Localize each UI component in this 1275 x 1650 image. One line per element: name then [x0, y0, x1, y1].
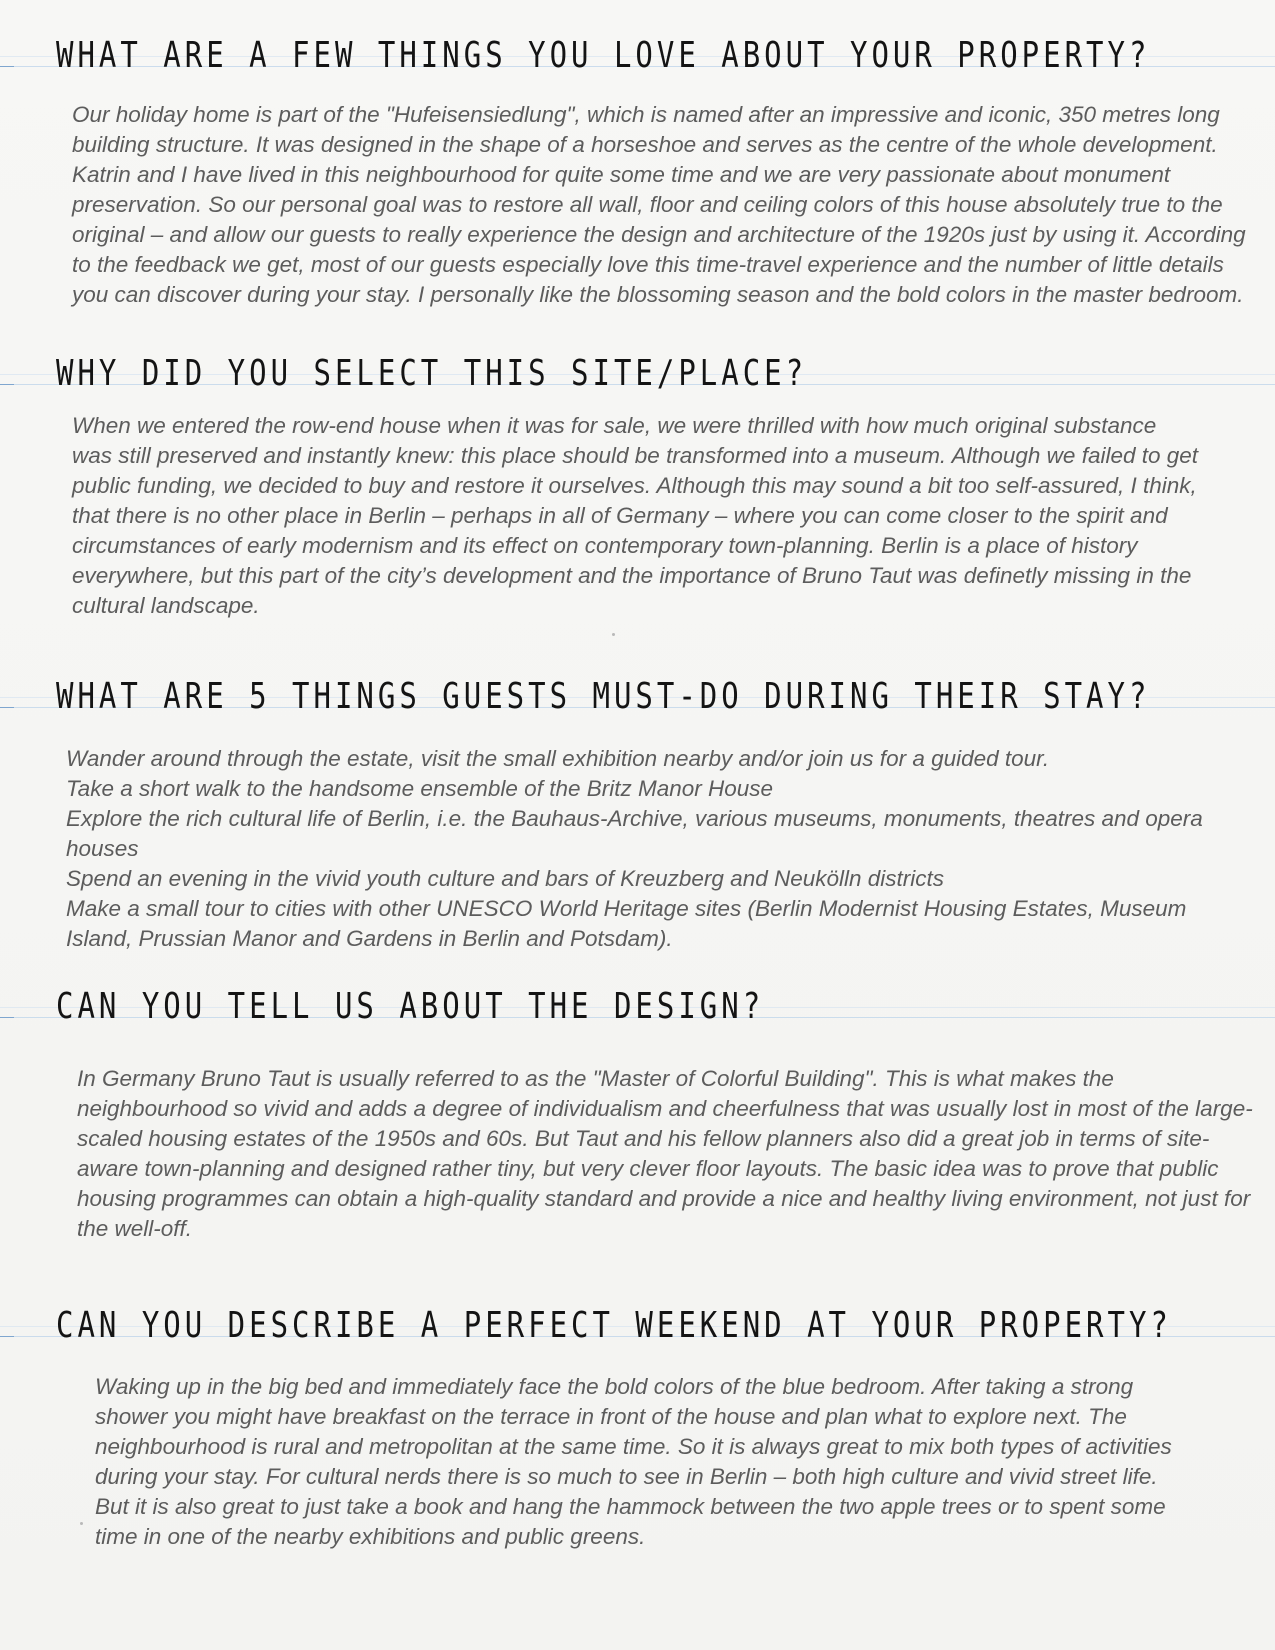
- paper-speck: [80, 1522, 83, 1525]
- must-do-list: [66, 744, 1236, 954]
- list-item: Wander around through the estate, visit the small exhibition nearby and/or join us for a guided tour.: [66, 746, 1050, 771]
- answer-select-site: When we entered the row-end house when it was for sale, we were thrilled with how much original substance was still preserved and instantly knew: this place should be transformed into a museum. Although we failed to get public funding, we decided to buy and restore it ourselves. Although this may sound a bit too self-assured, I think, that there is no other place in Berlin – perhaps in all of Germany – where you can come closer to the spirit and circumstances of early modernism and its effect on contemporary town-planning. Berlin is a place of history everywhere, but this part of the city’s development and the importance of Bruno Taut was definetly missing in the cultural landscape.: [72, 413, 1199, 618]
- list-item: Explore the rich cultural life of Berlin, i.e. the Bauhaus-Archive, various museums, monuments, theatres and opera houses: [66, 806, 1203, 861]
- list-item: Spend an evening in the vivid youth culture and bars of Kreuzberg and Neukölln districts: [66, 866, 945, 891]
- list-item: Make a small tour to cities with other UNESCO World Heritage sites (Berlin Modernist Housing Estates, Museum Island, Prussian Manor and Gardens in Berlin and Potsdam).: [66, 896, 1187, 951]
- heading-design: CAN YOU TELL US ABOUT THE DESIGN?: [56, 984, 765, 1027]
- answer-design: In Germany Bruno Taut is usually referred to as the "Master of Colorful Building". This is what makes the neighbourhood so vivid and adds a degree of individualism and cheerfulness that was usually lost in most of the large-scaled housing estates of the 1950s and 60s. But Taut and his fellow planners also did a great job in terms of site-aware town-planning and designed rather tiny, but very clever floor layouts. The basic idea was to prove that public housing programmes can obtain a high-quality standard and provide a nice and healthy living environment, not just for the well-off.: [77, 1066, 1253, 1241]
- margin-tick: [0, 66, 14, 67]
- heading-must-do: WHAT ARE 5 THINGS GUESTS MUST-DO DURING THEIR STAY?: [56, 674, 1151, 717]
- margin-tick: [0, 1017, 14, 1018]
- margin-tick: [0, 707, 14, 708]
- answer-love-property: Our holiday home is part of the "Hufeisensiedlung", which is named after an impressive and iconic, 350 metres long building structure. It was designed in the shape of a horseshoe and serves as the centre of the whole development. Katrin and I have lived in this neighbourhood for quite some time and we are very passionate about monument preservation. So our personal goal was to restore all wall, floor and ceiling colors of this house absolutely true to the original – and allow our guests to really experience the design and architecture of the 1920s just by using it. According to the feedback we get, most of our guests especially love this time-travel experience and the number of little details you can discover during your stay. I personally like the blossoming season and the bold colors in the master bedroom.: [72, 102, 1246, 307]
- heading-love-property: WHAT ARE A FEW THINGS YOU LOVE ABOUT YOUR PROPERTY?: [56, 33, 1151, 76]
- heading-select-site: WHY DID YOU SELECT THIS SITE/PLACE?: [56, 351, 808, 394]
- paper-speck: [612, 633, 615, 636]
- heading-perfect-weekend: CAN YOU DESCRIBE A PERFECT WEEKEND AT YOUR PROPERTY?: [56, 1303, 1172, 1346]
- margin-tick: [0, 384, 14, 385]
- margin-tick: [0, 1336, 14, 1337]
- answer-perfect-weekend: Waking up in the big bed and immediately face the bold colors of the blue bedroom. After taking a strong shower you might have breakfast on the terrace in front of the house and plan what to explore next. The neighbourhood is rural and metropolitan at the same time. So it is always great to mix both types of activities during your stay. For cultural nerds there is so much to see in Berlin – both high culture and vivid street life. But it is also great to just take a book and hang the hammock between the two apple trees or to spent some time in one of the nearby exhibitions and public greens.: [95, 1374, 1172, 1549]
- list-item: Take a short walk to the handsome ensemble of the Britz Manor House: [66, 776, 774, 801]
